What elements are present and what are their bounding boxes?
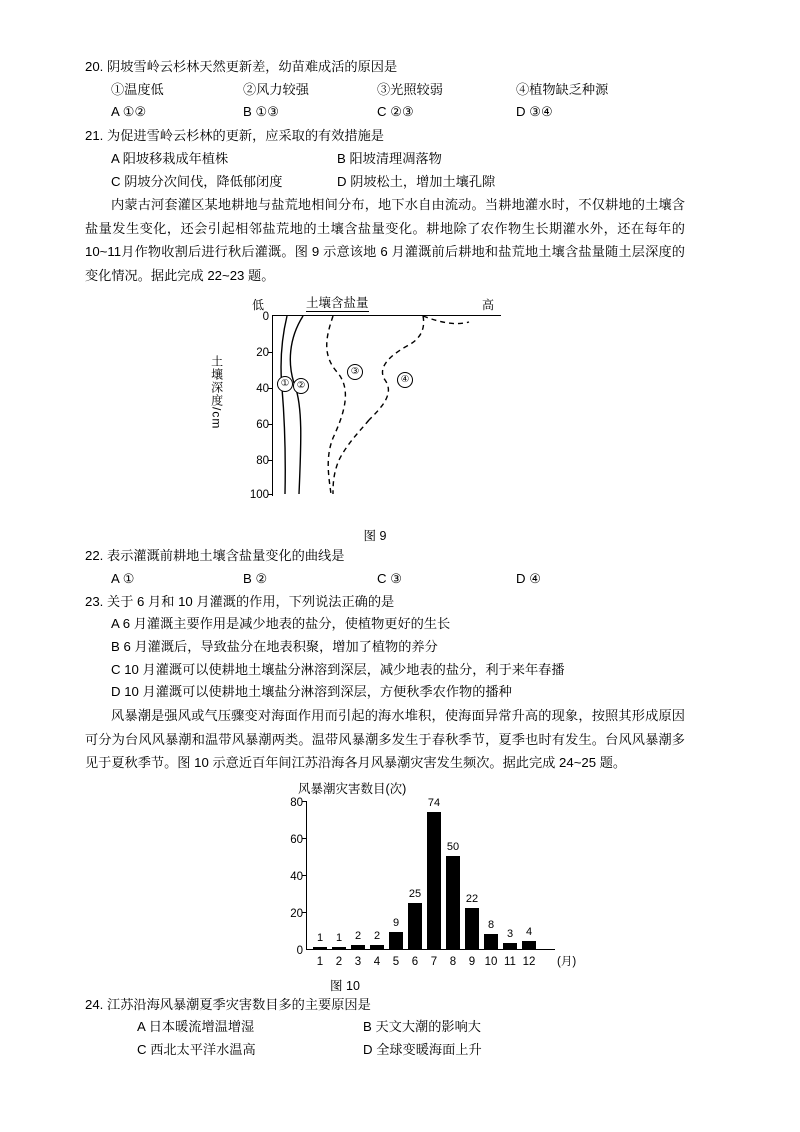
option-c[interactable]: C 阴坡分次间伐，降低郁闭度 (111, 173, 283, 189)
option-b[interactable]: B 天文大潮的影响大 (363, 1019, 481, 1035)
bar-value-5: 9 (392, 916, 400, 929)
bar-value-8: 50 (446, 840, 460, 853)
figure-9-caption: 图 9 (363, 529, 387, 544)
bar-value-4: 2 (373, 929, 381, 942)
y-tick-60: 60 (256, 419, 269, 432)
bar-value-11: 3 (506, 927, 514, 940)
y-tick-80: 80 (256, 455, 269, 468)
bar-9 (465, 908, 479, 949)
bar-4 (370, 945, 384, 949)
question-23-stem (85, 591, 685, 614)
question-22-number: 22. (85, 548, 104, 564)
question-23-option-c[interactable]: C 10 月灌溉可以使耕地土壤盐分淋溶到深层，减少地表的盐分，利于来年春播 (111, 661, 565, 677)
option-b[interactable]: B 阳坡清理凋落物 (337, 150, 442, 166)
passage-2: 风暴潮是强风或气压骤变对海面作用而引起的海水堆积，使海面异常升高的现象，按照其形成原因可分为台风风暴潮和温带风暴潮两类。温带风暴潮多发生于春秋季节，夏季也时有发生。台风风暴潮多见于夏秋季节。图 10 示意近百年间江苏沿海各月风暴潮灾害发生频次。据此完成 24~25 题。 (85, 708, 685, 771)
bar-value-1: 1 (316, 931, 324, 944)
question-23-number: 23. (85, 593, 104, 609)
curve-label-2: ② (293, 378, 309, 394)
option-c[interactable]: C ③ (377, 570, 403, 586)
question-21-options-row-1 (111, 148, 685, 171)
curve-label-1: ① (277, 376, 293, 392)
question-24-text: 江苏沿海风暴潮夏季灾害数目多的主要原因是 (107, 996, 371, 1012)
x-axis-unit: (月) (557, 955, 577, 968)
curve-label-4: ④ (397, 372, 413, 388)
option-d[interactable]: D ③④ (516, 104, 553, 120)
bar-value-7: 74 (427, 796, 441, 809)
option-d[interactable]: D ④ (516, 570, 542, 586)
figure-9-plot (249, 311, 501, 502)
figure-9-low-label: 低 (252, 298, 265, 313)
bar-6 (408, 903, 422, 949)
question-22-options (111, 568, 685, 591)
y-tick-100: 100 (249, 489, 269, 502)
y-tick-20: 20 (290, 907, 303, 920)
question-24-options-row-1 (111, 1016, 685, 1039)
question-20-items (111, 79, 685, 102)
y-tickmark-40 (302, 875, 307, 876)
figure-9-curves (273, 316, 501, 498)
option-c[interactable]: C ②③ (377, 104, 414, 120)
item-2: ②风力较强 (243, 81, 309, 97)
bar-5 (389, 932, 403, 949)
y-tickmark-60 (302, 838, 307, 839)
x-label-4: 4 (373, 955, 381, 968)
x-label-10: 10 (484, 955, 498, 968)
option-b[interactable]: B ② (243, 570, 268, 586)
question-24-number: 24. (85, 996, 104, 1012)
item-4: ④植物缺乏种源 (516, 81, 609, 97)
bar-1 (313, 947, 327, 949)
option-c[interactable]: C 西北太平洋水温高 (137, 1042, 256, 1058)
bar-3 (351, 945, 365, 949)
question-20-text: 阴坡雪岭云杉林天然更新差，幼苗难成活的原因是 (107, 59, 398, 74)
question-22-stem (85, 545, 685, 568)
x-label-5: 5 (392, 955, 400, 968)
option-a[interactable]: A 日本暖流增温增湿 (137, 1019, 255, 1035)
figure-9-container (85, 293, 685, 543)
option-a[interactable]: A 阳坡移栽成年植株 (111, 150, 229, 166)
y-tick-20: 20 (256, 347, 269, 360)
bar-11 (503, 943, 517, 949)
x-label-2: 2 (335, 955, 343, 968)
x-label-11: 11 (504, 955, 516, 968)
option-b[interactable]: B ①③ (243, 104, 280, 120)
bar-7 (427, 812, 441, 949)
page-content (85, 55, 685, 1062)
bar-value-10: 8 (487, 918, 495, 931)
question-20-options (111, 101, 685, 124)
question-21-number: 21. (85, 128, 104, 144)
y-tick-0: 0 (296, 944, 303, 957)
option-a[interactable]: A ① (111, 570, 135, 586)
bar-value-2: 1 (335, 931, 343, 944)
bar-value-12: 4 (525, 925, 533, 938)
x-label-3: 3 (354, 955, 362, 968)
y-tick-60: 60 (290, 833, 303, 846)
y-tick-80: 80 (290, 796, 303, 809)
question-23-option-a[interactable]: A 6 月灌溉主要作用是减少地表的盐分，使植物更好的生长 (111, 616, 451, 632)
question-21-stem (85, 125, 685, 148)
x-label-8: 8 (449, 955, 457, 968)
figure-10 (270, 779, 577, 979)
figure-9-y-axis-label: 土壤深度/cm (209, 355, 224, 430)
y-tick-0: 0 (262, 311, 269, 324)
figure-10-caption: 图 10 (330, 978, 360, 993)
bar-value-6: 25 (408, 887, 422, 900)
question-21-options-row-2 (111, 171, 685, 194)
bar-8 (446, 856, 460, 949)
figure-9-high-label: 高 (482, 298, 495, 313)
passage-1: 内蒙古河套灌区某地耕地与盐荒地相间分布，地下水自由流动。当耕地灌水时，不仅耕地的土壤含盐量发生变化，还会引起相邻盐荒地的土壤含盐量变化。耕地除了农作物生长期灌水外，还在每年的10~11月作物收割后进行秋后灌溉。图 9 示意该地 6 月灌溉前后耕地和盐荒地土壤含盐量随土层深度的变化情况。据此完成 22~23 题。 (85, 197, 685, 283)
y-tickmark-20 (302, 912, 307, 913)
option-a[interactable]: A ①② (111, 104, 147, 120)
figure-10-plot (290, 796, 577, 968)
x-label-6: 6 (411, 955, 419, 968)
x-label-12: 12 (522, 955, 536, 968)
y-tickmark-80 (302, 801, 307, 802)
figure-9-axis-title: 土壤含盐量 (306, 296, 369, 311)
option-d[interactable]: D 阴坡松土，增加土壤孔隙 (337, 173, 496, 189)
y-tick-40: 40 (290, 870, 303, 883)
bar-12 (522, 941, 536, 949)
question-22-text: 表示灌溉前耕地土壤含盐量变化的曲线是 (107, 548, 345, 564)
question-20-number: 20. (85, 59, 104, 74)
question-20-stem (85, 56, 685, 79)
figure-10-container (85, 779, 685, 994)
y-tick-40: 40 (256, 383, 269, 396)
curve-label-3: ③ (347, 364, 363, 380)
item-1: ①温度低 (111, 81, 164, 97)
bar-2 (332, 947, 346, 949)
x-label-9: 9 (468, 955, 476, 968)
option-d[interactable]: D 全球变暖海面上升 (363, 1042, 482, 1058)
question-23-option-b[interactable]: B 6 月灌溉后，导致盐分在地表积聚，增加了植物的养分 (111, 639, 438, 655)
figure-9 (210, 293, 540, 525)
x-label-1: 1 (316, 955, 324, 968)
question-23-text: 关于 6 月和 10 月灌溉的作用，下列说法正确的是 (107, 593, 395, 609)
question-24-options-row-2 (111, 1039, 685, 1062)
bar-10 (484, 934, 498, 949)
item-3: ③光照较弱 (377, 81, 443, 97)
x-label-7: 7 (430, 955, 438, 968)
figure-10-title: 风暴潮灾害数目(次) (298, 781, 407, 796)
question-21-text: 为促进雪岭云杉林的更新，应采取的有效措施是 (107, 128, 384, 144)
question-23-option-d[interactable]: D 10 月灌溉可以使耕地土壤盐分淋溶到深层，方便秋季农作物的播种 (111, 684, 512, 700)
bar-value-3: 2 (354, 929, 362, 942)
bar-value-9: 22 (465, 892, 479, 905)
